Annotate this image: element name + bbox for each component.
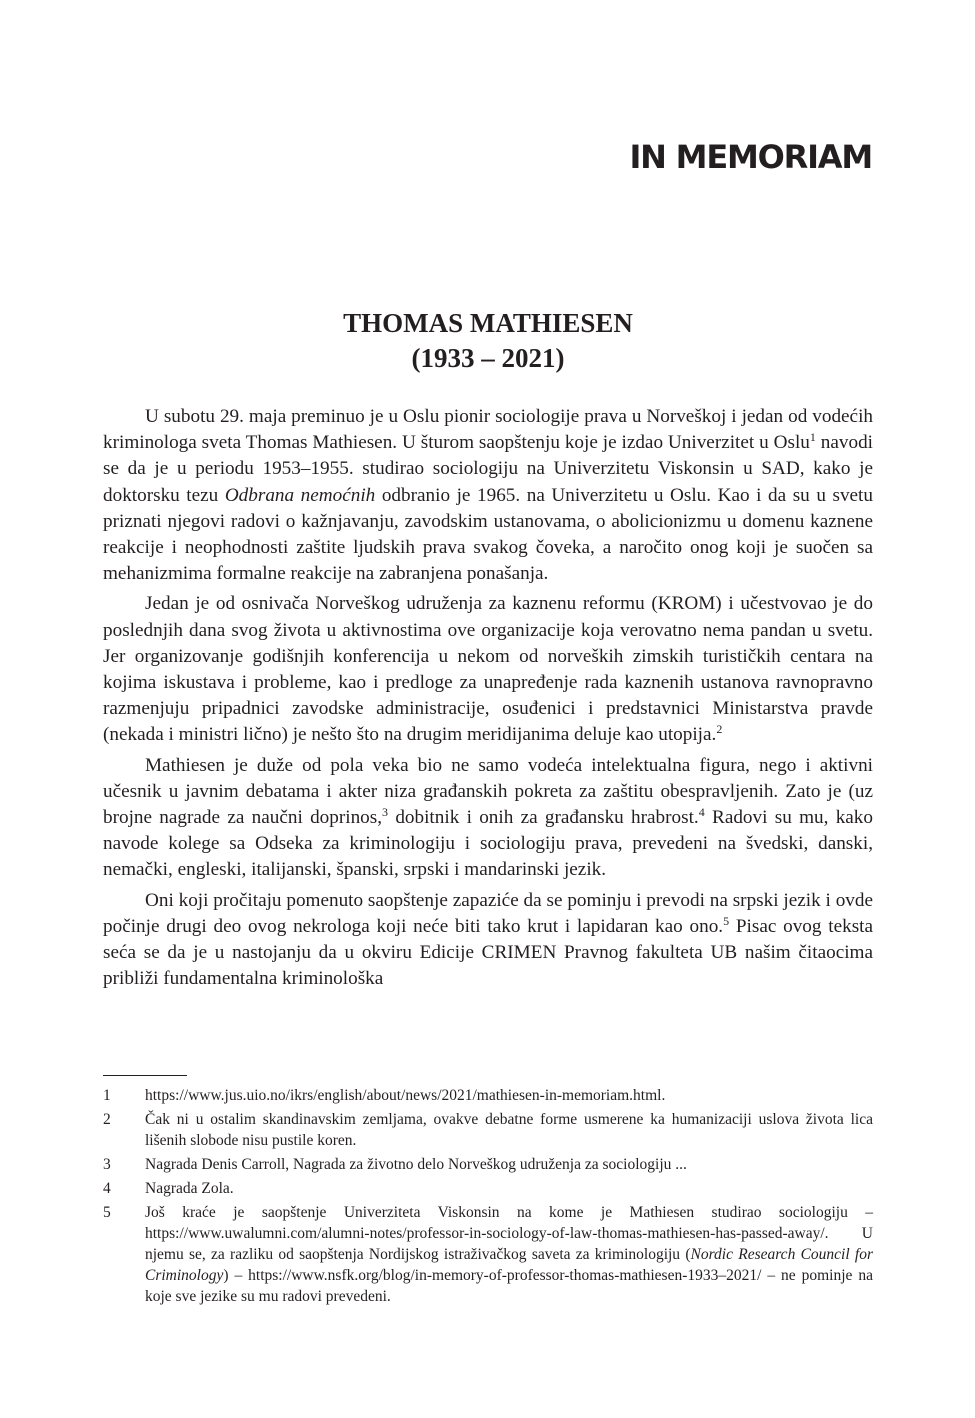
- text-run: U subotu 29. maja preminuo je u Oslu pionir sociologije prava u Norveškoj i jedan od vodećih kriminologa sveta Thomas Mathiesen. U šturom saopštenju koje je izdao Univerzitet u Oslu: [103, 406, 873, 454]
- footnote-number: 3: [103, 1156, 111, 1173]
- text-run: odbranio je 1965. na Univerzitetu u Oslu. Kao i da su u svetu priznati njegovi radovi o kažnjavanju, zavodskim ustanovama, o abolicionizmu u domenu kaznene reakcije i neophodnosti zaštite ljudskih prava svakog čoveka, a naročito onog koji je suočen sa mehanizmima formalne reakcije na zabranjena ponašanja.: [103, 484, 873, 585]
- text-run: Nagrada Denis Carroll, Nagrada za životno delo Norveškog udruženja za sociologiju ...: [145, 1156, 687, 1173]
- paragraph: [103, 753, 873, 884]
- text-run: Mathiesen je duže od pola veka bio ne samo vodeća intelektualna figura, nego i aktivni učesnik u javnim debatama i akter niza građanskih pokreta za zaštitu obespravljenih. Zato je (uz brojne nagrade za naučni doprinos,: [103, 754, 873, 829]
- paragraph: [103, 888, 873, 993]
- italic-text: Nordic Research Council for Criminology: [145, 1246, 873, 1284]
- footnotes: [103, 1085, 873, 1310]
- article-title-block: [103, 306, 873, 376]
- text-run: dobitnik i onih za građansku hrabrost.: [388, 807, 699, 829]
- text-run: Nagrada Zola.: [145, 1180, 234, 1197]
- footnote-reference[interactable]: 1: [809, 430, 816, 445]
- italic-text: Odbrana nemoćnih: [224, 484, 376, 506]
- text-run: Još kraće je saopštenje Univerziteta Viskonsin na kome je Mathiesen studirao sociologiju – https://www.uwalumni.com/alumni-notes/professor-in-sociology-of-law-thomas-mathiesen-has-passed-away/. U njemu se, za razliku od saopštenja Nordijskog istraživačkog saveta za kriminologiju (: [145, 1204, 873, 1263]
- text-run: Jedan je od osnivača Norveškog udruženja za kaznenu reformu (KROM) i učestvovao je do poslednjih dana svog života u aktivnostima ove organizacije koja verovatno nema pandan u svetu. Jer organizovanje godišnjih konferencija u nekom od norveških zimskih turističkih centara na kojima iskustava i probleme, kao i predloge za unapređenje rada kaznenih ustanova ravnopravno razmenjuju pripadnici zavodske administracije, osuđenici i predstavnici Ministarstva pravde (nekada i ministri lično) je nešto što na drugim meridijanima deluje kao utopija.: [103, 593, 873, 746]
- footnote-reference[interactable]: 2: [716, 722, 723, 737]
- footnote: [103, 1202, 873, 1307]
- footnote-text: [145, 1109, 873, 1151]
- footnote-number: 1: [103, 1087, 111, 1104]
- footnote-number: 4: [103, 1180, 111, 1197]
- footnote-number: 2: [103, 1111, 111, 1128]
- paragraph: [103, 591, 873, 748]
- paragraph: [103, 404, 873, 587]
- footnote-text: [145, 1178, 873, 1199]
- text-run: Pisac ovog teksta seća se da je u nastojanju da u okviru Edicije CRIMEN Pravnog fakulteta UB našim čitaocima približi fundamentalna kriminološka: [103, 915, 874, 990]
- article-title: THOMAS MATHIESEN: [343, 308, 633, 338]
- article-years: (1933 – 2021): [411, 343, 565, 373]
- text-run: Oni koji pročitaju pomenuto saopštenje zapaziće da se pominju i prevodi na srpski jezik i ovde počinje drugi deo ovog nekrologa koji neće biti tako krut i lapidaran kao ono.: [103, 889, 873, 937]
- text-run: Radovi su mu, kako navode kolege sa Odseka za kriminologiju i sociologiju prava, prevedeni na švedski, danski, nemački, engleski, italijanski, španski, srpski i mandarinski jezik.: [103, 807, 873, 881]
- footnote-text: [145, 1085, 873, 1106]
- text-run: ) – https://www.nsfk.org/blog/in-memory-of-professor-thomas-mathiesen-1933–2021/ – ne pominje na koje sve jezike su mu radovi prevedeni.: [145, 1267, 873, 1305]
- footnote: [103, 1085, 873, 1106]
- article-body: [103, 404, 873, 996]
- footnote-reference[interactable]: 4: [698, 805, 705, 820]
- footnote-reference[interactable]: 5: [723, 913, 730, 928]
- footnote-reference[interactable]: 3: [382, 805, 389, 820]
- footnote: [103, 1178, 873, 1199]
- footnote-separator: [103, 1075, 187, 1076]
- section-heading: IN MEMORIAM: [629, 138, 872, 176]
- footnote: [103, 1154, 873, 1175]
- footnote-text: [145, 1202, 873, 1307]
- footnote-number: 5: [103, 1204, 111, 1221]
- footnote: [103, 1109, 873, 1151]
- text-run: Čak ni u ostalim skandinavskim zemljama, ovakve debatne forme usmerene ka humanizaciji uslova života lica lišenih slobode nisu pustile koren.: [145, 1111, 873, 1149]
- text-run: navodi se da je u periodu 1953–1955. studirao sociologiju na Univerzitetu Viskonsin u SAD, kako je doktorsku tezu: [103, 432, 873, 506]
- footnote-text: [145, 1154, 873, 1175]
- text-run: https://www.jus.uio.no/ikrs/english/about/news/2021/mathiesen-in-memoriam.html.: [145, 1087, 666, 1104]
